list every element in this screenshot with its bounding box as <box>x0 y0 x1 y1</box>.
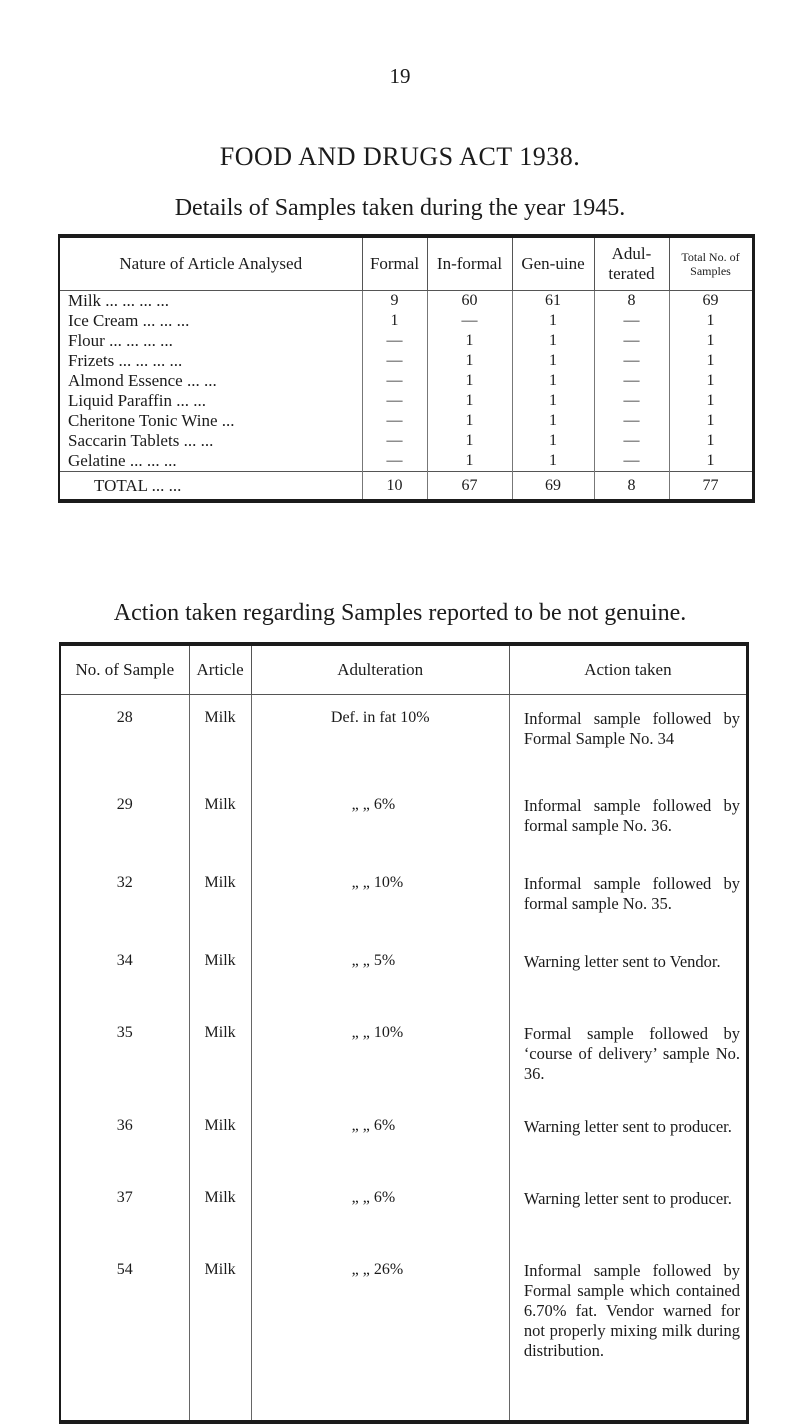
cell-formal: 9 <box>362 291 427 312</box>
cell-adulteration: Def. in fat 10% <box>251 695 509 782</box>
cell-article: Milk <box>189 1010 251 1103</box>
cell-article: Saccarin Tablets ... ... <box>68 431 214 450</box>
table-row <box>59 371 753 391</box>
cell-sample-no: 34 <box>116 951 133 969</box>
cell-action: Formal sample followed by ‘course of delivery’ sample No. 36. <box>509 1010 747 1103</box>
cell-adulterated: — <box>594 311 669 331</box>
cell-informal: 1 <box>427 391 512 411</box>
total-label: TOTAL ... ... <box>59 472 362 502</box>
cell-total: 1 <box>669 351 753 371</box>
cell-informal: 60 <box>427 291 512 312</box>
cell-article: Cheritone Tonic Wine ... <box>68 411 235 430</box>
cell-sample-no: 29 <box>116 795 133 813</box>
cell-formal: — <box>362 391 427 411</box>
header-total: Total No. of Samples <box>669 236 753 291</box>
cell-action: Informal sample followed by formal sample No. 36. <box>509 782 747 860</box>
cell-total: 1 <box>669 431 753 451</box>
cell-article: Milk <box>189 1247 251 1422</box>
page-number: 19 <box>389 64 411 88</box>
table-row <box>59 391 753 411</box>
cell-article: Milk <box>189 1103 251 1175</box>
cell-article: Milk ... ... ... ... <box>68 291 170 310</box>
cell-adulteration: „ „ 6% <box>251 1103 509 1175</box>
header-formal: Formal <box>362 236 427 291</box>
cell-genuine: 61 <box>512 291 594 312</box>
page-title: FOOD AND DRUGS ACT 1938. <box>219 142 581 171</box>
cell-adulteration: „ „ 26% <box>251 1247 509 1422</box>
total-informal: 67 <box>427 472 512 502</box>
cell-sample-no: 28 <box>116 709 133 726</box>
cell-formal: — <box>362 451 427 472</box>
cell-genuine: 1 <box>512 371 594 391</box>
cell-genuine: 1 <box>512 351 594 371</box>
cell-genuine: 1 <box>512 331 594 351</box>
cell-action: Informal sample followed by formal sample No. 35. <box>509 860 747 938</box>
cell-total: 69 <box>669 291 753 312</box>
cell-formal: — <box>362 351 427 371</box>
cell-informal: 1 <box>427 351 512 371</box>
cell-action: Informal sample followed by Formal Sample No. 34 <box>509 695 747 782</box>
cell-article: Frizets ... ... ... ... <box>68 351 183 370</box>
total-row <box>59 472 753 502</box>
cell-sample-no: 54 <box>116 1260 133 1278</box>
cell-action: Warning letter sent to producer. <box>509 1103 747 1175</box>
table-row <box>59 411 753 431</box>
header-informal: In-formal <box>427 236 512 291</box>
table-row <box>60 782 748 860</box>
cell-adulteration: „ „ 10% <box>251 860 509 938</box>
cell-sample-no: 37 <box>116 1188 133 1206</box>
table-row <box>59 351 753 371</box>
table-row <box>60 860 748 938</box>
cell-total: 1 <box>669 451 753 472</box>
header-article: Article <box>189 644 251 695</box>
cell-adulterated: — <box>594 331 669 351</box>
cell-informal: 1 <box>427 411 512 431</box>
cell-genuine: 1 <box>512 431 594 451</box>
table-row <box>60 1010 748 1103</box>
table-row <box>59 311 753 331</box>
cell-informal: 1 <box>427 431 512 451</box>
table-row <box>60 695 748 782</box>
table-row <box>59 291 753 312</box>
cell-total: 1 <box>669 311 753 331</box>
cell-formal: — <box>362 371 427 391</box>
cell-sample-no: 36 <box>116 1116 133 1134</box>
cell-formal: 1 <box>362 311 427 331</box>
cell-adulterated: — <box>594 371 669 391</box>
cell-informal: — <box>427 311 512 331</box>
cell-article: Milk <box>189 938 251 1010</box>
cell-article: Milk <box>189 860 251 938</box>
header-action: Action taken <box>509 644 747 695</box>
cell-total: 1 <box>669 331 753 351</box>
table-row <box>60 1103 748 1175</box>
header-article: Nature of Article Analysed <box>59 236 362 291</box>
table-row <box>60 1175 748 1247</box>
cell-article: Ice Cream ... ... ... <box>68 311 190 330</box>
cell-adulterated: — <box>594 431 669 451</box>
header-genuine: Gen-uine <box>512 236 594 291</box>
action-section-title: Action taken regarding Samples reported to be not genuine. <box>113 600 687 626</box>
cell-article: Almond Essence ... ... <box>68 371 217 390</box>
cell-sample-no: 32 <box>116 873 133 891</box>
cell-article: Milk <box>189 1175 251 1247</box>
table-row <box>60 938 748 1010</box>
cell-informal: 1 <box>427 371 512 391</box>
table-row <box>60 1247 748 1422</box>
cell-formal: — <box>362 331 427 351</box>
total-genuine: 69 <box>512 472 594 502</box>
table-row <box>59 451 753 472</box>
samples-table <box>58 234 755 503</box>
cell-article: Gelatine ... ... ... <box>68 451 177 470</box>
table-row <box>59 431 753 451</box>
cell-informal: 1 <box>427 331 512 351</box>
samples-header-row <box>59 236 753 291</box>
page-subtitle: Details of Samples taken during the year 1945. <box>174 195 626 221</box>
cell-article: Liquid Paraffin ... ... <box>68 391 207 410</box>
cell-sample-no: 35 <box>116 1023 133 1041</box>
cell-adulteration: „ „ 5% <box>251 938 509 1010</box>
cell-action: Warning letter sent to Vendor. <box>509 938 747 1010</box>
cell-formal: — <box>362 431 427 451</box>
total-total: 77 <box>669 472 753 502</box>
cell-article: Milk <box>189 695 251 782</box>
cell-adulterated: — <box>594 411 669 431</box>
cell-genuine: 1 <box>512 451 594 472</box>
total-adulterated: 8 <box>594 472 669 502</box>
cell-genuine: 1 <box>512 311 594 331</box>
cell-adulterated: — <box>594 351 669 371</box>
cell-adulteration: „ „ 6% <box>251 782 509 860</box>
header-sample-no: No. of Sample <box>60 644 189 695</box>
cell-adulterated: — <box>594 451 669 472</box>
cell-total: 1 <box>669 411 753 431</box>
cell-action: Informal sample followed by Formal sample which contained 6.70% fat. Vendor warned for not properly mixing milk during distribution. <box>509 1247 747 1422</box>
cell-action: Warning letter sent to producer. <box>509 1175 747 1247</box>
action-header-row <box>60 644 748 695</box>
total-formal: 10 <box>362 472 427 502</box>
cell-informal: 1 <box>427 451 512 472</box>
table-row <box>59 331 753 351</box>
cell-total: 1 <box>669 391 753 411</box>
header-adulterated: Adul-terated <box>594 236 669 291</box>
action-table <box>59 642 749 1424</box>
cell-article: Milk <box>189 782 251 860</box>
header-adulteration: Adulteration <box>251 644 509 695</box>
cell-total: 1 <box>669 371 753 391</box>
cell-adulteration: „ „ 6% <box>251 1175 509 1247</box>
cell-article: Flour ... ... ... ... <box>68 331 173 350</box>
cell-adulterated: — <box>594 391 669 411</box>
cell-adulterated: 8 <box>594 291 669 312</box>
cell-formal: — <box>362 411 427 431</box>
cell-genuine: 1 <box>512 411 594 431</box>
cell-adulteration: „ „ 10% <box>251 1010 509 1103</box>
cell-genuine: 1 <box>512 391 594 411</box>
